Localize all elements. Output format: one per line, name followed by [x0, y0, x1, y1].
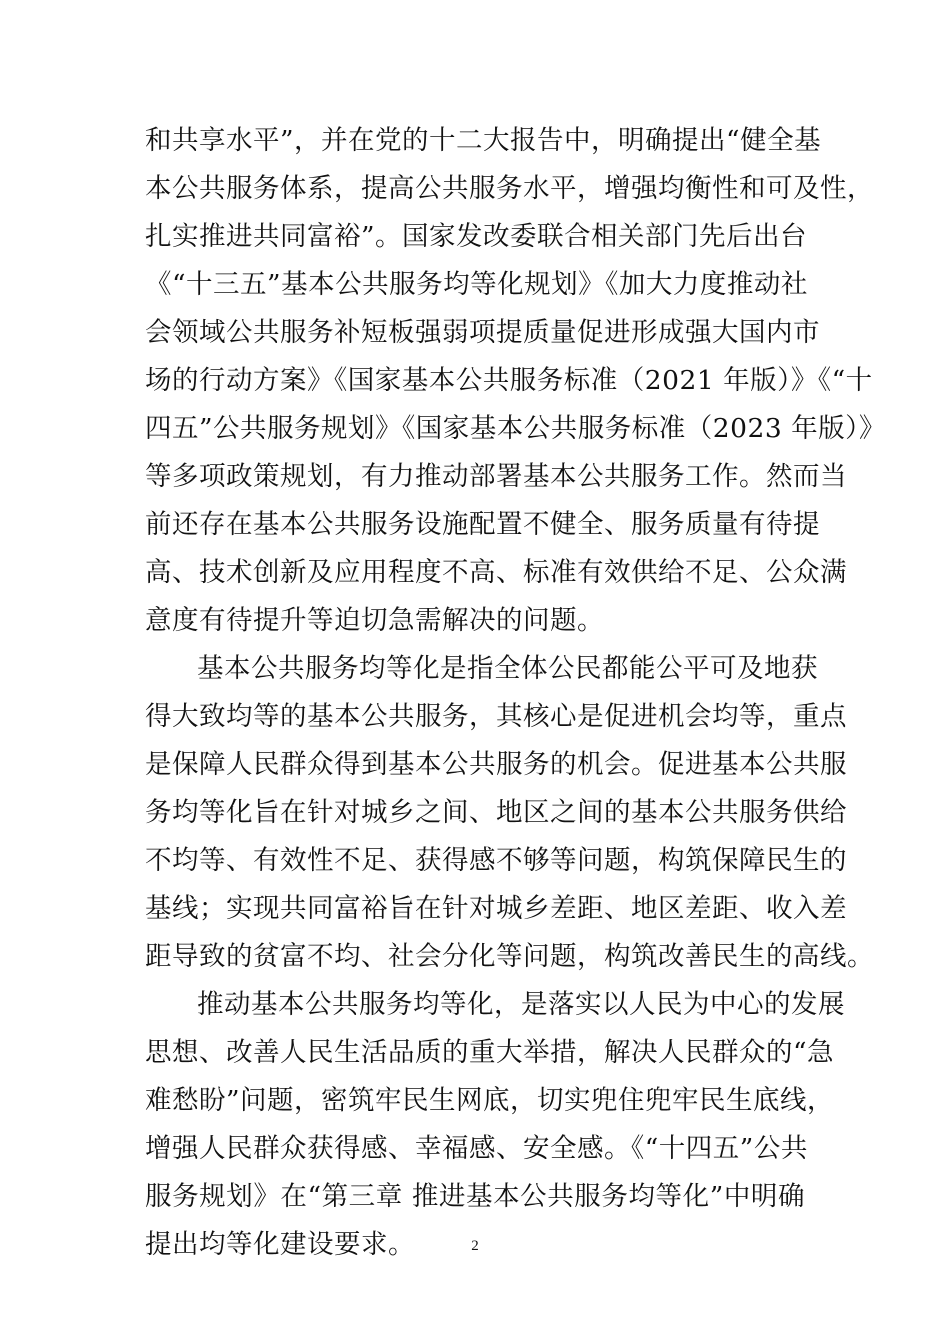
text-line: 四五”公共服务规划》《国家基本公共服务标准（2023 年版）》 [145, 413, 886, 444]
text-line: 务均等化旨在针对城乡之间、地区之间的基本公共服务供给 [145, 797, 847, 828]
paragraph-first-line: 推动基本公共服务均等化，是落实以人民为中心的发展 [197, 989, 845, 1020]
text-line-last: 提出均等化建设要求。 [145, 1229, 415, 1260]
text-line: 距导致的贫富不均、社会分化等问题，构筑改善民生的高线。 [145, 941, 874, 972]
text-line: 等多项政策规划，有力推动部署基本公共服务工作。然而当 [145, 461, 847, 492]
text-line: 难愁盼”问题，密筑牢民生网底，切实兜住兜牢民生底线， [145, 1085, 835, 1116]
text-line: 场的行动方案》《国家基本公共服务标准（2021 年版）》《“十 [145, 365, 873, 396]
text-line: 本公共服务体系，提高公共服务水平，增强均衡性和可及性， [145, 173, 874, 204]
page-number: 2 [471, 1238, 479, 1254]
text-line: 会领域公共服务补短板强弱项提质量促进形成强大国内市 [145, 317, 820, 348]
text-line: 得大致均等的基本公共服务，其核心是促进机会均等，重点 [145, 701, 847, 732]
text-line: 服务规划》在“第三章 推进基本公共服务均等化”中明确 [145, 1181, 805, 1212]
paragraph-first-line: 基本公共服务均等化是指全体公民都能公平可及地获 [197, 653, 818, 684]
text-line: 扎实推进共同富裕”。国家发改委联合相关部门先后出台 [145, 221, 808, 252]
text-line: 不均等、有效性不足、获得感不够等问题，构筑保障民生的 [145, 845, 847, 876]
text-line: 《“十三五”基本公共服务均等化规划》《加大力度推动社 [145, 269, 808, 300]
text-line: 前还存在基本公共服务设施配置不健全、服务质量有待提 [145, 509, 820, 540]
text-line: 是保障人民群众得到基本公共服务的机会。促进基本公共服 [145, 749, 847, 780]
text-line: 高、技术创新及应用程度不高、标准有效供给不足、公众满 [145, 557, 847, 588]
text-line: 基线；实现共同富裕旨在针对城乡差距、地区差距、收入差 [145, 893, 847, 924]
text-line: 和共享水平”，并在党的十二大报告中，明确提出“健全基 [145, 125, 822, 156]
text-line: 意度有待提升等迫切急需解决的问题。 [145, 605, 604, 636]
text-line: 增强人民群众获得感、幸福感、安全感。《“十四五”公共 [145, 1133, 808, 1164]
text-line: 思想、改善人民生活品质的重大举措，解决人民群众的“急 [145, 1037, 835, 1068]
